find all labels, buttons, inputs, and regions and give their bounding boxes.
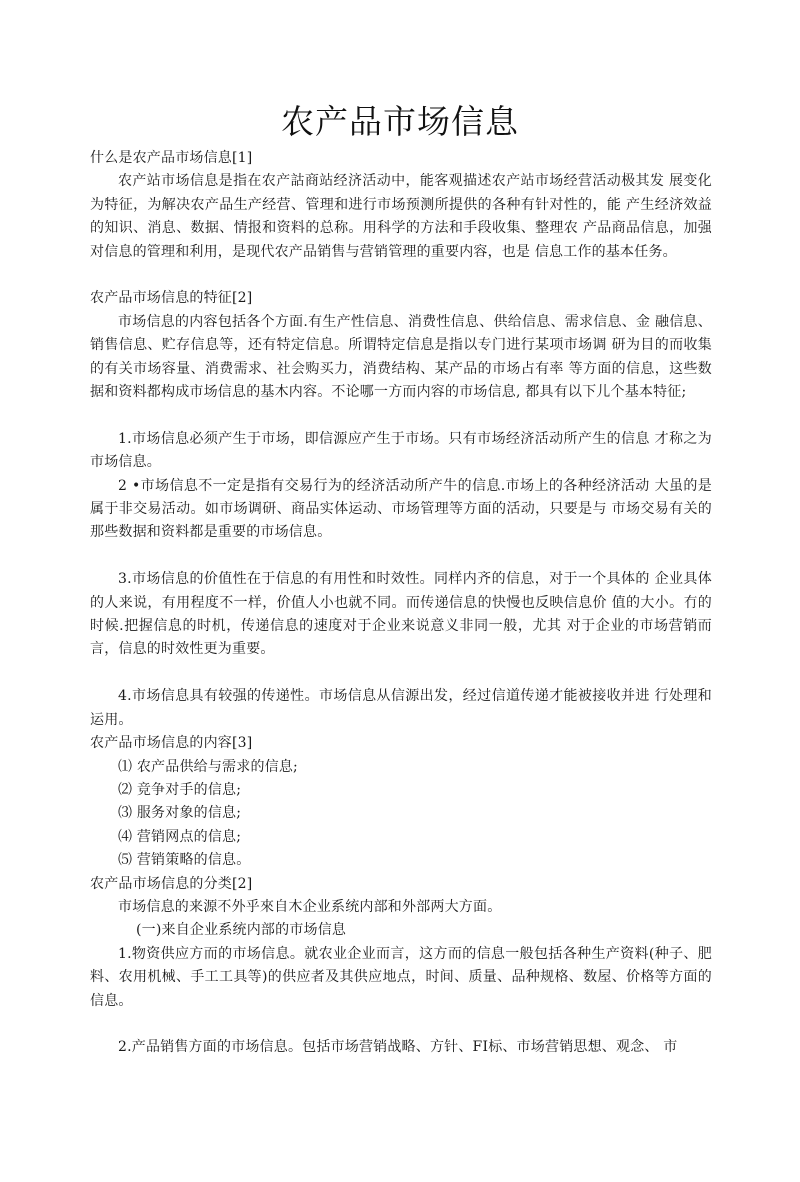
section-heading-classification: 农产品市场信息的分类[2]	[90, 875, 253, 892]
content-list-item: ⑷ 营销网点的信息;	[118, 828, 242, 845]
feature-item-2: 2 •市场信息不一定是指有交易行为的经济活动所产牛的信息.市场上的各种经济活动 大虽的是属于非交易活动。如市场调研、商品实体运动、市场管理等方面的活动，只要是与 市场交易有关的那些数据和资料都是重要的市场信息。	[90, 477, 712, 541]
spacer	[90, 545, 712, 568]
content-list-item: ⑵ 竞争对手的信息;	[118, 781, 242, 798]
page-title: 农产品市场信息	[281, 102, 519, 141]
spacer	[90, 404, 712, 427]
feature-item-1: 1.市场信息必须产生于市场，即信源应产生于市场。只有市场经济活动所产生的信息 才称之为市场信息。	[90, 430, 712, 471]
spacer	[90, 264, 712, 287]
feature-item-3: 3.市场信息的价值性在于信息的有用性和时效性。同样内齐的信息，对于一个具体的 企业具体的人来说，有用程度不一样，价值人小也就不同。而传递信息的快慢也反映信息价 值的大小。冇的时候.把握信息的时机，传递信息的速度对于企业来说意义非同一般，尤其 对于企业的市场营销而言，信息的时效性更为重要。	[90, 571, 712, 658]
content-list-item: ⑶ 服务对象的信息;	[118, 805, 242, 822]
classification-item-1: 1.物资供应方而的市场信息。就农业企业而言，这方而的信息一般包括各种生产资料(种子、肥料、农用机械、手工工具等)的供应者及其供应地点，时间、质量、品种规格、数屋、价格等方面的信息。	[90, 945, 712, 1009]
paragraph-features-intro: 市场信息的内容包括各个方面.有生产性信息、消费性信息、供给信息、需求信息、金 融信息、销售信息、贮存信息等，还有特定信息。所谓特定信息是指以专门进行某项市场调 研为目的而收集的有关市场容量、消费需求、社会购买力，消费结构、某产品的市场占有率 等方面的信息，这些数据和资料都构成市场信息的基木内容。不论哪一方而内容的市场信息, 都具有以下儿个基本特征;	[90, 313, 712, 401]
subheading-internal-info: (一)来自企业系统内部的市场信息	[136, 922, 347, 939]
section-heading-features: 农产品市场信息的特征[2]	[90, 290, 253, 307]
paragraph-classification-intro: 市场信息的来源不外乎來自木企业系统内部和外部两大方面。	[118, 898, 502, 915]
content-list-item: ⑴ 农产品供给与需求的信息;	[118, 758, 298, 775]
spacer	[90, 662, 712, 685]
feature-item-4: 4.市场信息具有较强的传递性。市场信息从信源出发，经过信道传递才能被接收并进 行处理和运用。	[90, 688, 712, 728]
section-heading-content: 农产品市场信息的内容[3]	[90, 735, 253, 752]
paragraph-definition: 农产站市场信息是指在农产詁商站经济活动中，能客观描述农产站市场经营活动极其发 展变化为特征，为解决农产品生产经营、管理和进行市场预测所提供的各种有针对性的，能 产生经济效益的知识、消息、数据、情报和资料的总称。用科学的方法和手段收集、整理农 产品商品信息，加强对信息的管理和利用，是现代农产品销售与营销管理的重要内容，也是 信息工作的基本任务。	[90, 173, 712, 260]
section-heading-definition: 什么是农产品市场信息[1]	[90, 150, 253, 166]
document-body	[90, 147, 712, 1060]
classification-item-2: 2.产品销售方面的市场信息。包括市场营销战略、方针、FI标、市场营销思想、观念、 市	[118, 1039, 678, 1056]
content-list-item: ⑸ 营销策略的信息。	[118, 852, 251, 869]
spacer	[90, 1013, 712, 1036]
